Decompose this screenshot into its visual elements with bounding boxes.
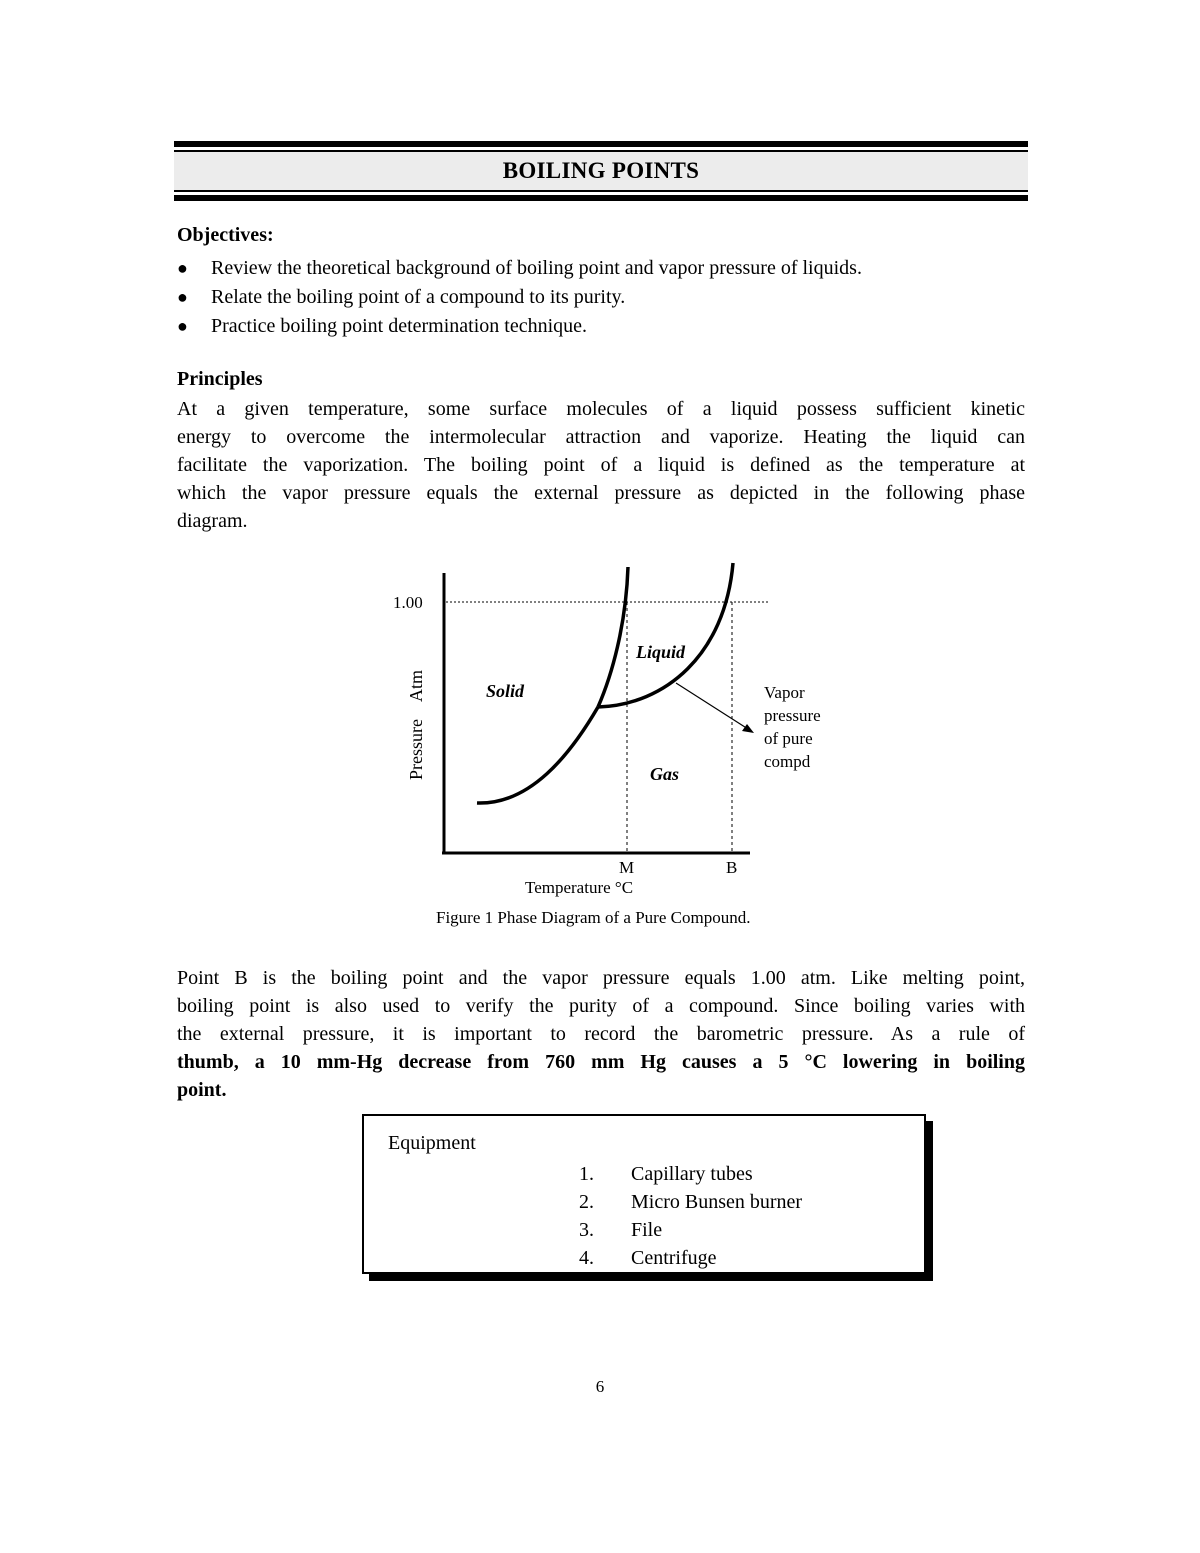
list-item: 2. Micro Bunsen burner: [579, 1191, 803, 1213]
annotation-line-4: compd: [764, 752, 811, 771]
region-gas-label: Gas: [650, 764, 680, 784]
equipment-list: [524, 1160, 802, 1272]
phase-diagram: [380, 555, 840, 935]
y-axis-label: Pressure Atm: [406, 670, 426, 780]
list-item: ● Relate the boiling point of a compound to its purity.: [177, 283, 1027, 312]
x-axis-label: Temperature °C: [525, 878, 634, 897]
list-item: ● Practice boiling point determination technique.: [177, 312, 1027, 341]
title-band: [174, 152, 1028, 190]
bullet-icon: ●: [177, 316, 188, 336]
bullet-icon: ●: [177, 287, 188, 307]
objectives-list: [177, 254, 1027, 341]
annotation-line-1: Vapor: [764, 683, 805, 702]
region-solid-label: Solid: [486, 681, 525, 701]
page-title: BOILING POINTS: [502, 158, 700, 183]
region-liquid-label: Liquid: [636, 642, 686, 662]
list-item: ● Review the theoretical background of boiling point and vapor pressure of liquids.: [177, 254, 1027, 283]
figure-caption: Figure 1 Phase Diagram of a Pure Compound.: [436, 908, 751, 927]
annotation-line-2: pressure: [764, 706, 821, 725]
equipment-title: Equipment: [388, 1132, 476, 1154]
equipment-box: [362, 1114, 926, 1274]
melting-curve: [598, 567, 628, 707]
page-number: 6: [595, 1377, 605, 1396]
list-item: 1. Capillary tubes: [579, 1163, 753, 1185]
x-tick-m: M: [619, 858, 635, 877]
principles-heading: Principles: [177, 368, 263, 390]
arrowhead-icon: [742, 724, 754, 733]
boiling-point-paragraph: Point B is the boiling point and the vapor pressure equals 1.00 atm. Like melting point, boiling point is also used to verify the purity of a compound. Since boiling varies with the external pressure, it is important to record the barometric pressure. As a rule of thumb, a 10 mm-Hg decrease from 760 mm Hg causes a 5 °C lowering in boiling point.: [177, 967, 1025, 1101]
vapor-pressure-curve: [598, 563, 733, 707]
x-tick-b: B: [726, 858, 738, 877]
title-banner: [174, 141, 1028, 201]
objectives-heading: Objectives:: [177, 224, 274, 246]
bullet-icon: ●: [177, 258, 188, 278]
phase-diagram-svg: [380, 555, 840, 905]
sublimation-curve: [477, 707, 598, 803]
y-tick-label: 1.00: [393, 593, 423, 612]
principles-paragraph: At a given temperature, some surface molecules of a liquid possess sufficient kinetic energy to overcome the intermolecular attraction and vaporize. Heating the liquid can facilitate the vaporization. The boiling point of a liquid is defined as the temperature at which the vapor pressure equals the external pressure as depicted in the following phase diagram.: [177, 398, 1025, 532]
list-item: 4. Centrifuge: [579, 1247, 717, 1269]
annotation-line-3: of pure: [764, 729, 813, 748]
list-item: 3. File: [579, 1219, 663, 1241]
bottom-thick-rule: [174, 195, 1028, 201]
annotation-arrow: [676, 683, 748, 729]
